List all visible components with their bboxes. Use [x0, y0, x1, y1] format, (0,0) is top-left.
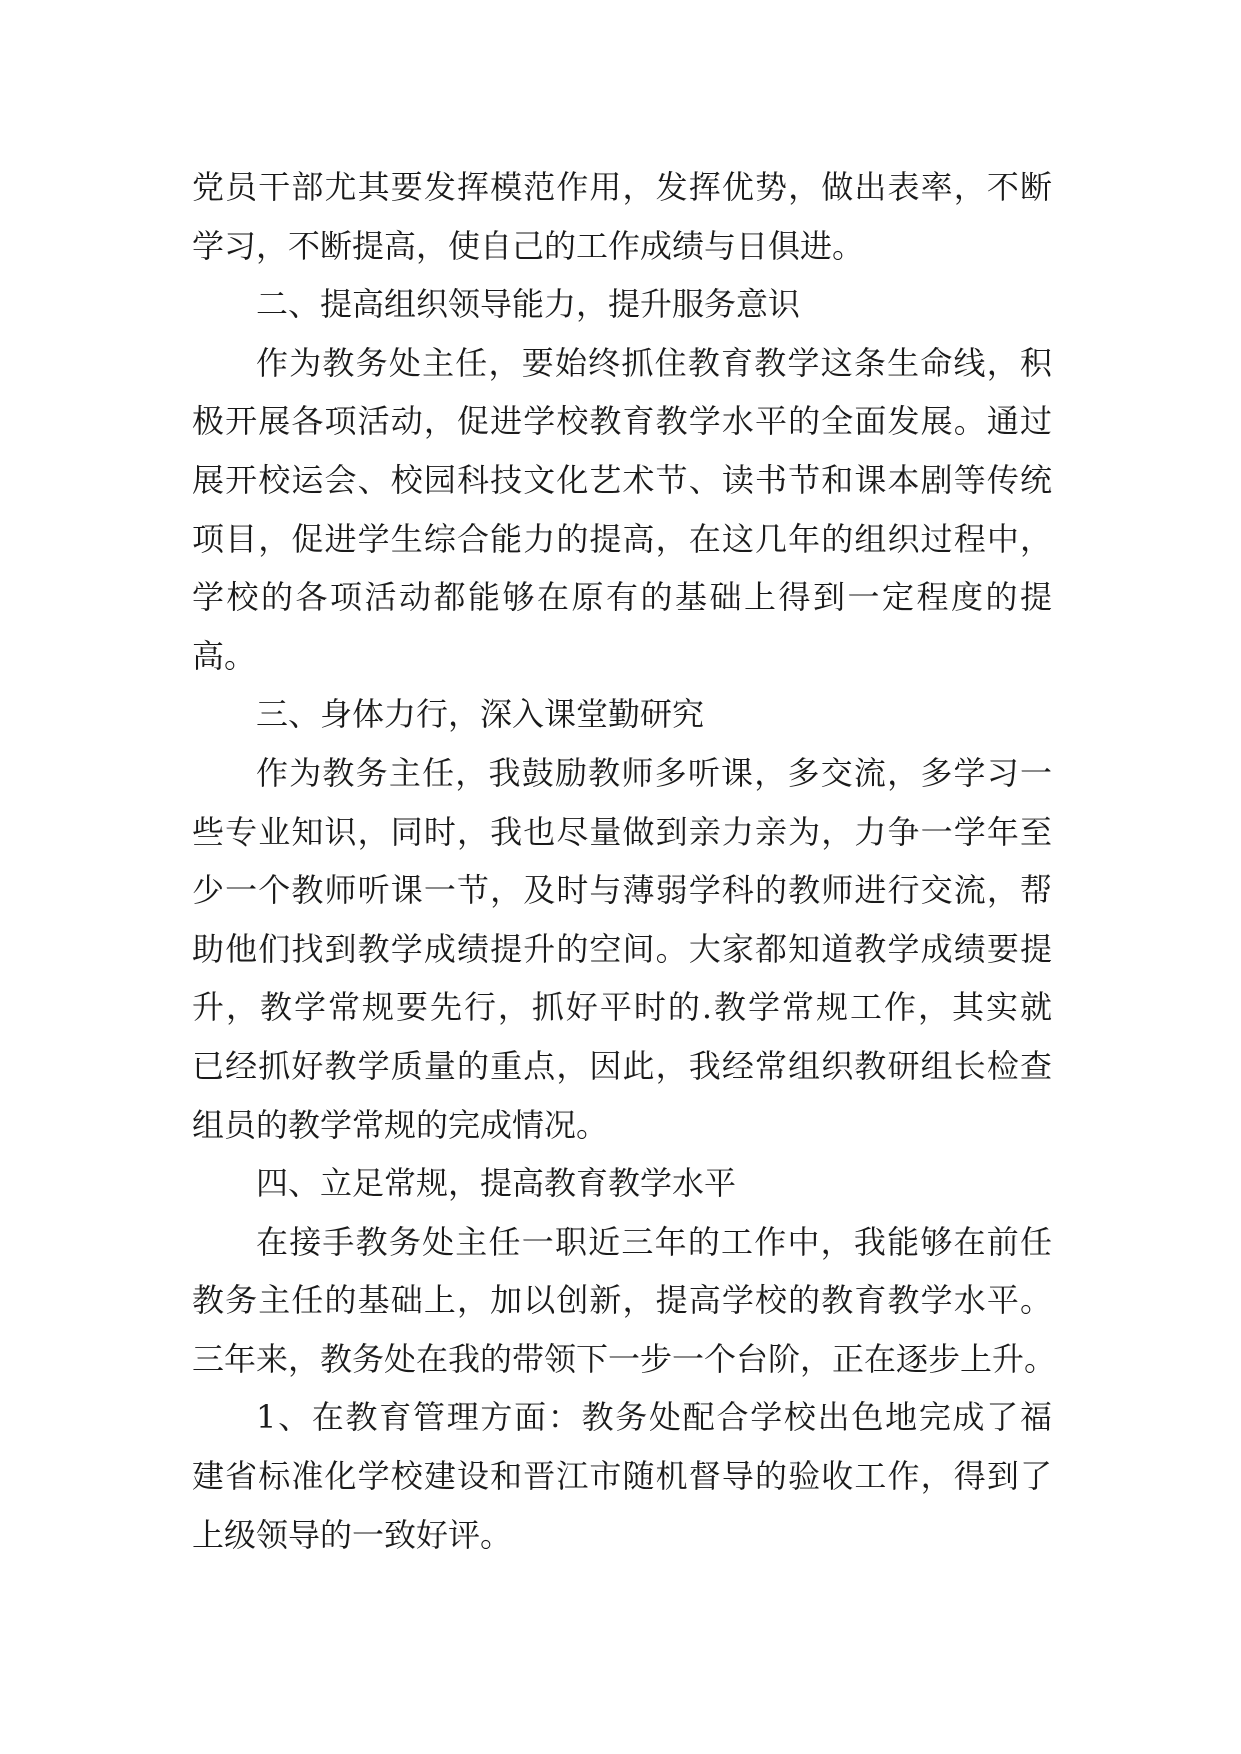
text-line: 二、提高组织领导能力，提升服务意识	[256, 285, 801, 324]
text-line: 在接手教务处主任一职近三年的工作中，我能够在前任	[256, 1222, 1052, 1261]
text-line: 1、在教育管理方面：教务处配合学校出色地完成了福	[256, 1398, 1052, 1437]
text-line: 三年来，教务处在我的带领下一步一个台阶，正在逐步上升。	[192, 1339, 1057, 1378]
text-line: 组员的教学常规的完成情况。	[192, 1105, 609, 1144]
text-line: 学校的各项活动都能够在原有的基础上得到一定程度的提	[192, 578, 1052, 617]
text-line: 建省标准化学校建设和晋江市随机督导的验收工作，得到了	[192, 1457, 1052, 1496]
text-line: 些专业知识，同时，我也尽量做到亲力亲为，力争一学年至	[192, 812, 1052, 851]
text-line: 极开展各项活动，促进学校教育教学水平的全面发展。通过	[192, 402, 1052, 441]
text-line: 四、立足常规，提高教育教学水平	[256, 1164, 737, 1203]
document-body	[192, 158, 1057, 1564]
text-line: 少一个教师听课一节，及时与薄弱学科的教师进行交流，帮	[192, 871, 1052, 910]
text-line: 展开校运会、校园科技文化艺术节、读书节和课本剧等传统	[192, 460, 1052, 499]
text-line: 学习，不断提高，使自己的工作成绩与日俱进。	[192, 226, 865, 265]
text-line: 上级领导的一致好评。	[192, 1515, 513, 1554]
text-line: 高。	[192, 636, 257, 675]
text-line: 升，教学常规要先行，抓好平时的.教学常规工作，其实就	[192, 988, 1052, 1027]
text-line: 作为教务处主任，要始终抓住教育教学这条生命线，积	[256, 343, 1052, 382]
text-line: 三、身体力行，深入课堂勤研究	[256, 695, 705, 734]
text-line: 作为教务主任，我鼓励教师多听课，多交流，多学习一	[256, 753, 1052, 792]
text-line: 党员干部尤其要发挥模范作用，发挥优势，做出表率，不断	[192, 168, 1052, 206]
text-line: 已经抓好教学质量的重点，因此，我经常组织教研组长检查	[192, 1046, 1052, 1085]
text-line: 项目，促进学生综合能力的提高，在这几年的组织过程中，	[192, 519, 1052, 558]
text-line: 教务主任的基础上，加以创新，提高学校的教育教学水平。	[192, 1281, 1052, 1320]
text-line: 助他们找到教学成绩提升的空间。大家都知道教学成绩要提	[192, 929, 1052, 968]
